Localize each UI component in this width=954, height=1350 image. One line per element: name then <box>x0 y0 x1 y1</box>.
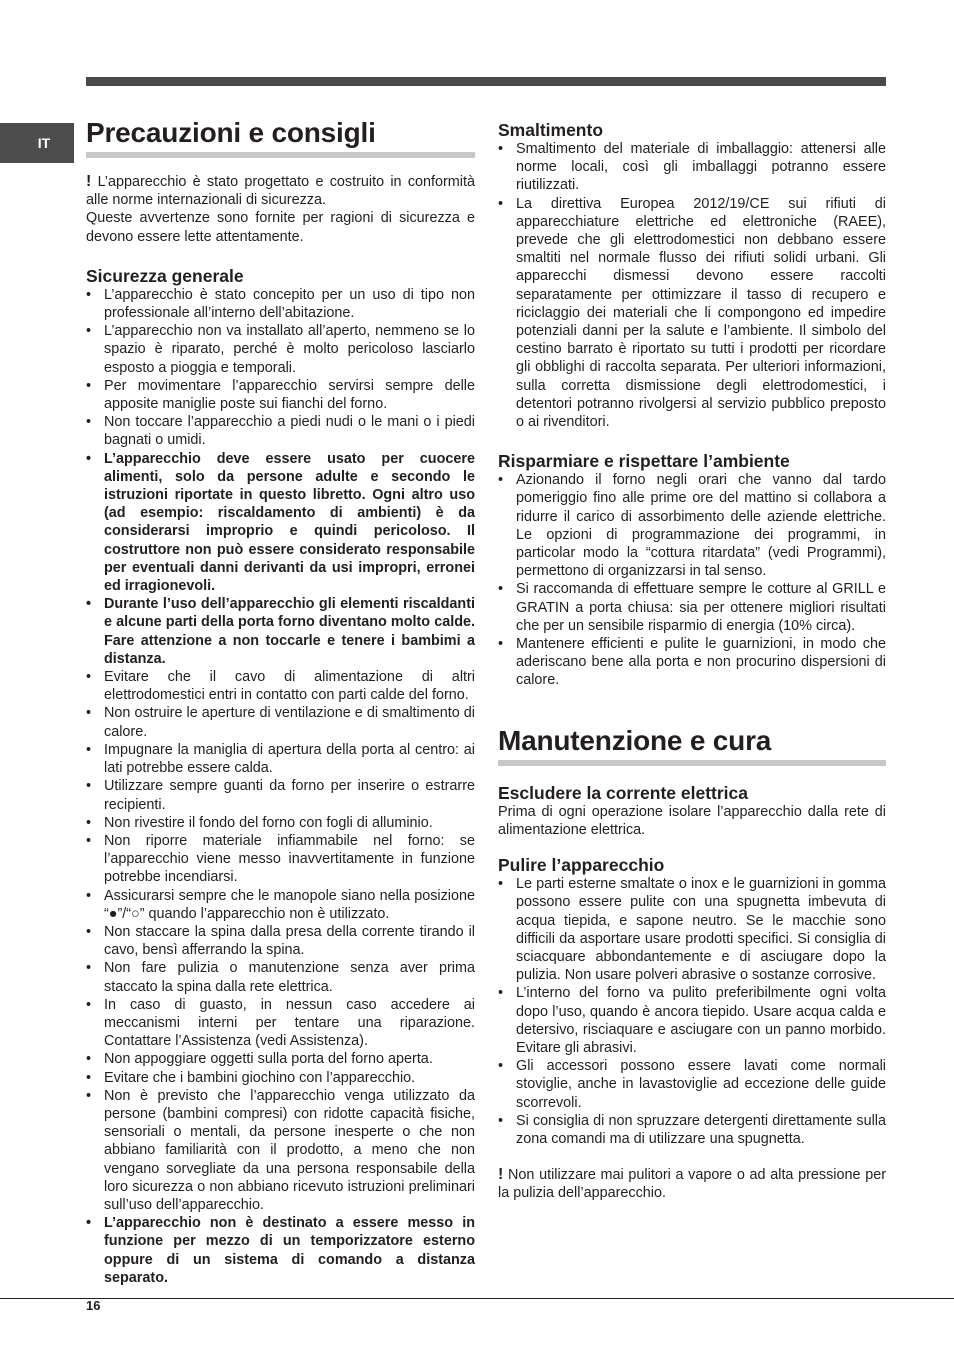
pulire-list <box>498 875 886 1148</box>
list-item: • In caso di guasto, in nessun caso accedere ai meccanismi interni per tentare una riparazione. Contattare l’Assistenza (vedi Assistenza). <box>86 996 475 1051</box>
list-item: • L’interno del forno va pulito preferibilmente ogni volta dopo l’uso, quando è ancora tiepido. Usare acqua calda e detersivo, risciaquare e asciugare con un panno morbido. Evitare gli abrasivi. <box>498 984 886 1057</box>
list-item: • L’apparecchio è stato concepito per un uso di tipo non professionale all’interno dell’abitazione. <box>86 286 475 322</box>
section-title-manutenzione: Manutenzione e cura <box>498 724 886 766</box>
list-item: • Si raccomanda di effettuare sempre le cotture al GRILL e GRATIN a porta chiusa: sia per ottenere migliori risultati che per un sensibile risparmio di energia (10% circa). <box>498 580 886 635</box>
language-tab: IT <box>0 123 74 163</box>
list-item: • Le parti esterne smaltate o inox e le guarnizioni in gomma possono essere pulite con una spugnetta imbevuta di acqua tiepida, e sapone neutro. Se le macchie sono difficili da asportare usare prodotti specifici. Si consiglia di sciacquare abbondantemente e di asciugare dopo la pulizia. Non usare polveri abrasive o sostanze corrosive. <box>498 875 886 984</box>
page-title: Precauzioni e consigli <box>86 116 475 158</box>
list-item: • Impugnare la maniglia di apertura della porta al centro: ai lati potrebbe essere calda. <box>86 741 475 777</box>
right-column <box>498 120 886 1203</box>
list-item: • Assicurarsi sempre che le manopole siano nella posizione “●”/“○” quando l’apparecchio non è utilizzato. <box>86 887 475 923</box>
list-item: • L’apparecchio non è destinato a essere messo in funzione per mezzo di un temporizzatore esterno oppure di un sistema di comando a distanza separato. <box>86 1214 475 1287</box>
list-item: • Non ostruire le aperture di ventilazione e di smaltimento di calore. <box>86 704 475 740</box>
warning-mark: ! <box>498 1166 504 1184</box>
list-item: • Utilizzare sempre guanti da forno per inserire o estrarre recipienti. <box>86 777 475 813</box>
list-item: • Si consiglia di non spruzzare detergenti direttamente sulla zona comandi ma di utilizzare una spugnetta. <box>498 1112 886 1148</box>
intro-paragraph-2: Queste avvertenze sono fornite per ragioni di sicurezza e devono essere lette attentamente. <box>86 210 475 245</box>
list-item: • Non toccare l’apparecchio a piedi nudi o le mani o i piedi bagnati o umidi. <box>86 413 475 449</box>
intro-paragraph <box>86 173 475 209</box>
list-item: • Durante l’uso dell’apparecchio gli elementi riscaldanti e alcune parti della porta forno diventano molto calde. Fare attenzione a non toccarle e tenere i bambimi a distanza. <box>86 595 475 668</box>
smaltimento-list <box>498 140 886 431</box>
section-title-risparmio: Risparmiare e rispettare l’ambiente <box>498 451 790 472</box>
escludere-text: Prima di ogni operazione isolare l’apparecchio dalla rete di alimentazione elettrica. <box>498 803 886 838</box>
list-item: • Non staccare la spina dalla presa della corrente tirando il cavo, bensì afferrando la spina. <box>86 923 475 959</box>
footer-divider <box>0 1298 954 1299</box>
page-number: 16 <box>86 1298 101 1313</box>
section-title-pulire: Pulire l’apparecchio <box>498 855 665 876</box>
list-item: • Evitare che il cavo di alimentazione di altri elettrodomestici entri in contatto con parti calde del forno. <box>86 668 475 704</box>
section-title-escludere: Escludere la corrente elettrica <box>498 782 748 803</box>
header-bar <box>86 77 886 86</box>
list-item: • Non riporre materiale infiammabile nel forno: se l’apparecchio viene messo inavvertitamente in funzione potrebbe incendiarsi. <box>86 832 475 887</box>
list-item: • Mantenere efficienti e pulite le guarnizioni, in modo che aderiscano bene alla porta e non procurino dispersioni di calore. <box>498 635 886 690</box>
list-item: • Azionando il forno negli orari che vanno dal tardo pomeriggio fino alle prime ore del mattino si collabora a ridurre il carico di assorbimento delle aziende elettriche. Le opzioni di programmazione dei programmi, in particolar modo la “cottura ritardata” (vedi Programmi), permettono di organizzarsi in tal senso. <box>498 471 886 580</box>
risparmio-list <box>498 471 886 689</box>
warning-mark: ! <box>86 173 92 190</box>
intro-text: L’apparecchio è stato progettato e costruito in conformità alle norme internazionali di sicurezza. <box>86 174 475 209</box>
list-item: • Non appoggiare oggetti sulla porta del forno aperta. <box>86 1050 475 1068</box>
list-item: • L’apparecchio deve essere usato per cuocere alimenti, solo da persone adulte e secondo le istruzioni riportate in questo libretto. Ogni altro uso (ad esempio: riscaldamento di ambienti) è da considerarsi improprio e quindi pericoloso. Il costruttore non può essere considerato responsabile per eventuali danni derivanti da usi impropri, erronei ed irragionevoli. <box>86 450 475 596</box>
list-item: • Smaltimento del materiale di imballaggio: attenersi alle norme locali, così gli imballaggi potranno essere riutilizzati. <box>498 140 886 195</box>
list-item: • Non è previsto che l’apparecchio venga utilizzato da persone (bambini compresi) con ridotte capacità fisiche, sensoriali o mentali, da persone inesperte o che non abbiano familiarità con il prodotto, a meno che non vengano sorvegliate da una persona responsabile della loro sicurezza o non abbiano ricevuto istruzioni preliminari sull’uso dell’apparecchio. <box>86 1087 475 1214</box>
note-text: Non utilizzare mai pulitori a vapore o ad alta pressione per la pulizia dell’apparecchio. <box>498 1167 886 1202</box>
sicurezza-list <box>86 286 475 1287</box>
section-title-sicurezza: Sicurezza generale <box>86 265 244 286</box>
list-item: • L’apparecchio non va installato all’aperto, nemmeno se lo spazio è riparato, perché è molto pericoloso lasciarlo esposto a pioggia e temporali. <box>86 322 475 377</box>
list-item: • Non fare pulizia o manutenzione senza aver prima staccato la spina dalla rete elettrica. <box>86 959 475 995</box>
list-item: • Evitare che i bambini giochino con l’apparecchio. <box>86 1069 475 1087</box>
list-item: • Per movimentare l’apparecchio servirsi sempre delle apposite maniglie poste sui fianchi del forno. <box>86 377 475 413</box>
left-column <box>86 116 475 1287</box>
section-title-smaltimento: Smaltimento <box>498 120 604 140</box>
note-paragraph <box>498 1166 886 1202</box>
list-item: • Gli accessori possono essere lavati come normali stoviglie, anche in lavastoviglie ad eccezione delle guide scorrevoli. <box>498 1057 886 1112</box>
list-item: • Non rivestire il fondo del forno con fogli di alluminio. <box>86 814 475 832</box>
list-item: • La direttiva Europea 2012/19/CE sui rifiuti di apparecchiature elettriche ed elettroniche (RAEE), prevede che gli elettrodomestici non debbano essere smaltiti nel normale flusso dei rifiuti solidi urbani. Gli apparecchi dismessi devono essere raccolti separatamente per ottimizzare il tasso di recupero e riciclaggio dei materiali che li compongono ed impedire potenziali danni per la salute e l’ambiente. Il simbolo del cestino barrato è riportato su tutti i prodotti per ricordare gli obblighi di raccolta separata. Per ulteriori informazioni, sulla corretta dismissione degli elettrodomestici, i detentori potranno rivolgersi al servizio pubblico preposto o ai rivenditori. <box>498 195 886 432</box>
